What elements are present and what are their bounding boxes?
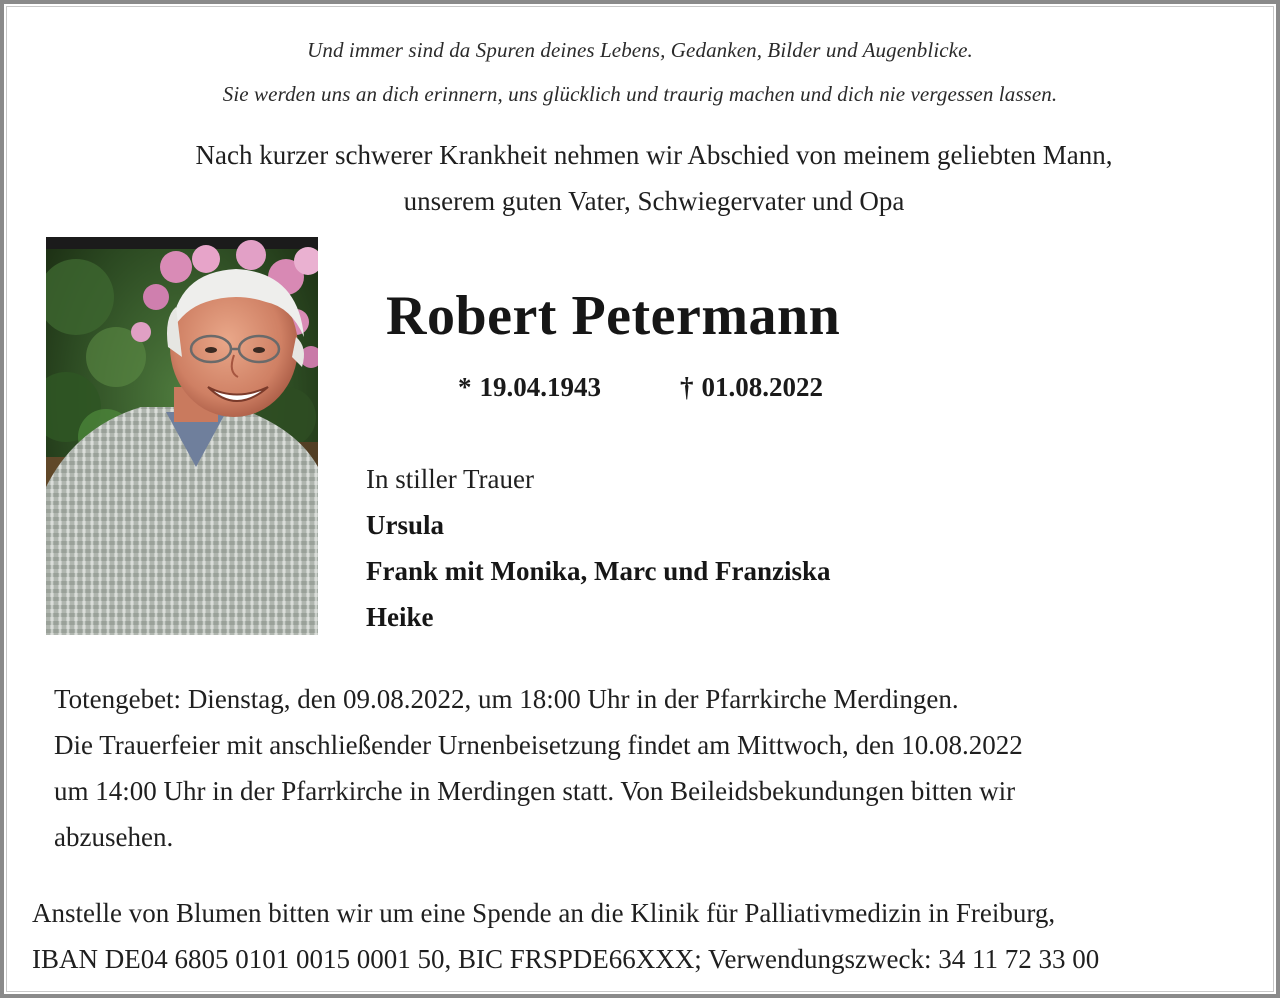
service-line: abzusehen. — [54, 822, 174, 852]
death-date: 01.08.2022 — [701, 372, 823, 402]
cross-icon: † — [680, 372, 694, 402]
mourner-name: Frank mit Monika, Marc und Franziska — [366, 556, 831, 586]
donation-line-1: Anstelle von Blumen bitten wir um eine Spende an die Klinik für Palliativmedizin in Freiburg, — [32, 898, 1056, 928]
donation-line-2: IBAN DE04 6805 0101 0015 0001 50, BIC FRSPDE66XXX; Verwendungszweck: 34 11 72 33 00 — [32, 944, 1100, 974]
mourner-name: Ursula — [366, 510, 445, 540]
birth-date: 19.04.1943 — [479, 372, 601, 402]
mourner-name: Heike — [366, 602, 434, 632]
quote-line-2: Sie werden uns an dich erinnern, uns glücklich und traurig machen und dich nie vergessen lassen. — [222, 82, 1058, 106]
intro-line-1: Nach kurzer schwerer Krankheit nehmen wir Abschied von meinem geliebten Mann, — [195, 140, 1113, 170]
star-icon: * — [458, 372, 472, 402]
mourning-heading: In stiller Trauer — [366, 464, 534, 494]
intro-line-2: unserem guten Vater, Schwiegervater und Opa — [403, 186, 905, 216]
birth-date-group — [458, 372, 601, 403]
service-line: um 14:00 Uhr in der Pfarrkirche in Merdingen statt. Von Beileidsbekundungen bitten wir — [54, 776, 1016, 806]
death-date-group — [680, 372, 823, 403]
service-line: Totengebet: Dienstag, den 09.08.2022, um 18:00 Uhr in der Pfarrkirche Merdingen. — [54, 684, 959, 714]
service-line: Die Trauerfeier mit anschließender Urnenbeisetzung findet am Mittwoch, den 10.08.2022 — [54, 730, 1023, 760]
deceased-name: Robert Petermann — [386, 285, 841, 347]
portrait-photo — [46, 237, 318, 635]
quote-line-1: Und immer sind da Spuren deines Lebens, Gedanken, Bilder und Augenblicke. — [307, 38, 973, 62]
